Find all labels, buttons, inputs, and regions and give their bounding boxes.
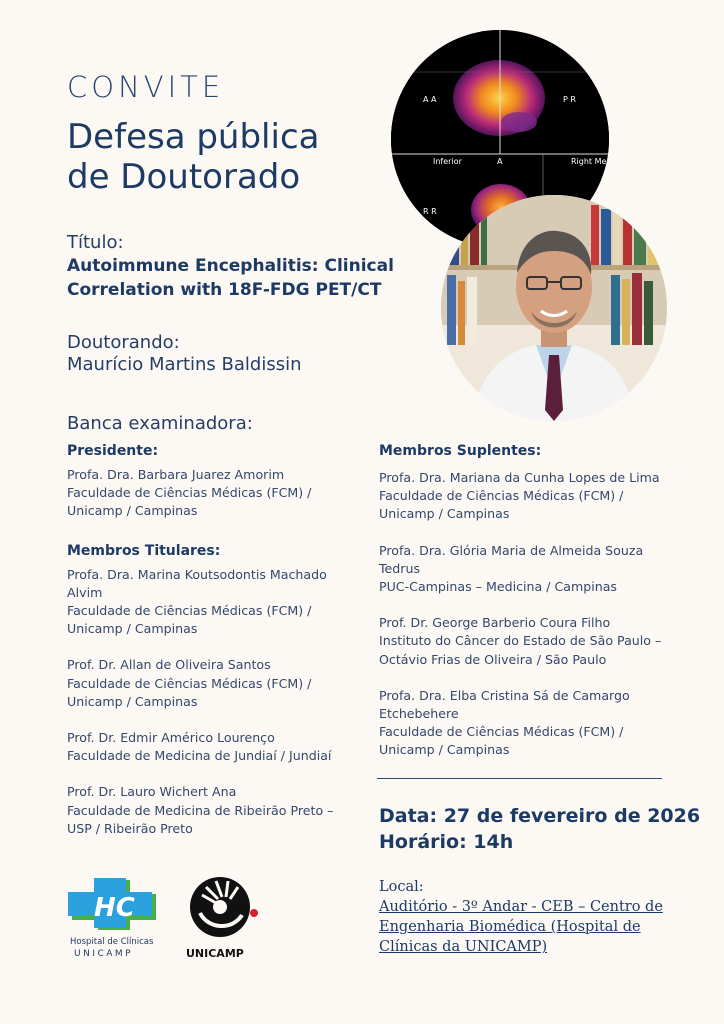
member-affiliation: PUC-Campinas – Medicina / Campinas [379, 579, 617, 595]
candidate-name: Maurício Martins Baldissin [67, 354, 302, 375]
event-datetime [379, 803, 700, 855]
member-affiliation: Instituto do Câncer do Estado de São Paulo – Octávio Frias de Oliveira / São Paulo [379, 633, 662, 667]
hc-sub: UNICAMP [74, 949, 134, 958]
member-affiliation: Faculdade de Ciências Médicas (FCM) / Unicamp / Campinas [67, 675, 312, 709]
member-name: Profa. Dra. Glória Maria de Almeida Souza Tedrus [379, 542, 644, 576]
committee-right-column [379, 443, 679, 760]
unicamp-name: UNICAMP [186, 947, 244, 960]
pet-label-mid-left: Inferior [433, 157, 462, 166]
member-name: Profa. Dra. Marina Koutsodontis Machado Alvim [67, 566, 327, 600]
pet-label-mid-right: Right Me [571, 157, 607, 166]
title-line-2: de Doutorado [67, 157, 301, 197]
committee-member [379, 687, 679, 760]
committee-member [379, 614, 679, 669]
hc-mark: HC [94, 893, 135, 923]
member-affiliation: Faculdade de Medicina de Jundiaí / Jundiaí [67, 748, 332, 764]
committee-member [67, 783, 357, 838]
committee-member [67, 566, 357, 639]
member-affiliation: Faculdade de Ciências Médicas (FCM) / Unicamp / Campinas [379, 724, 624, 758]
member-name: Prof. Dr. George Barberio Coura Filho [379, 615, 611, 631]
thesis-title-label: Título: [67, 232, 124, 253]
event-location [379, 877, 679, 957]
hospital-clinicas-logo [68, 876, 160, 958]
page-title [67, 117, 319, 197]
member-affiliation: Faculdade de Ciências Médicas (FCM) / Unicamp / Campinas [67, 485, 312, 519]
committee-member [379, 469, 679, 524]
committee-left-column [67, 443, 357, 856]
portrait-graphic [441, 195, 667, 421]
committee-member [379, 542, 679, 597]
committee-member [67, 466, 357, 521]
section-divider [377, 778, 662, 779]
committee-heading: Banca examinadora: [67, 413, 253, 434]
candidate-photo [441, 195, 667, 421]
pet-label-tl: A A [423, 95, 437, 104]
location-label: Local: [379, 879, 424, 895]
member-name: Prof. Dr. Edmir Américo Lourenço [67, 730, 275, 746]
member-affiliation: Faculdade de Medicina de Ribeirão Preto – USP / Ribeirão Preto [67, 802, 334, 836]
president-group [67, 443, 357, 521]
hc-cross-icon [68, 876, 160, 958]
member-affiliation: Faculdade de Ciências Médicas (FCM) / Unicamp / Campinas [67, 603, 312, 637]
pet-label-tr: P R [563, 95, 576, 104]
member-name: Prof. Dr. Lauro Wichert Ana [67, 784, 237, 800]
candidate-label: Doutorando: [67, 332, 180, 353]
member-name: Profa. Dra. Barbara Juarez Amorim [67, 467, 285, 482]
title-line-1: Defesa pública [67, 117, 320, 157]
unicamp-emblem-icon [182, 873, 266, 961]
titular-heading: Membros Titulares: [67, 542, 221, 559]
pet-label-mid-center: A [497, 157, 503, 166]
thesis-title: Autoimmune Encephalitis: Clinical Correlation with 18F-FDG PET/CT [67, 256, 394, 300]
invite-label: CONVITE [67, 70, 225, 104]
committee-member [67, 729, 357, 765]
member-name: Profa. Dra. Elba Cristina Sá de Camargo Etchebehere [379, 687, 630, 722]
location-address[interactable]: Auditório - 3º Andar - CEB – Centro de Engenharia Biomédica (Hospital de Clínicas da UNICAMP) [379, 899, 663, 955]
event-date: Data: 27 de fevereiro de 2026 [379, 805, 701, 827]
unicamp-logo [182, 873, 266, 961]
event-time: Horário: 14h [379, 831, 514, 853]
member-affiliation: Faculdade de Ciências Médicas (FCM) / Unicamp / Campinas [379, 488, 624, 522]
substitute-heading: Membros Suplentes: [379, 443, 542, 459]
committee-member [67, 656, 357, 711]
member-name: Prof. Dr. Allan de Oliveira Santos [67, 657, 271, 673]
titular-members-group [67, 543, 357, 838]
hc-name: Hospital de Clínicas [70, 937, 154, 947]
president-heading: Presidente: [67, 443, 159, 459]
member-name: Profa. Dra. Mariana da Cunha Lopes de Lima [379, 470, 660, 485]
pet-label-bl: R R [423, 207, 437, 216]
